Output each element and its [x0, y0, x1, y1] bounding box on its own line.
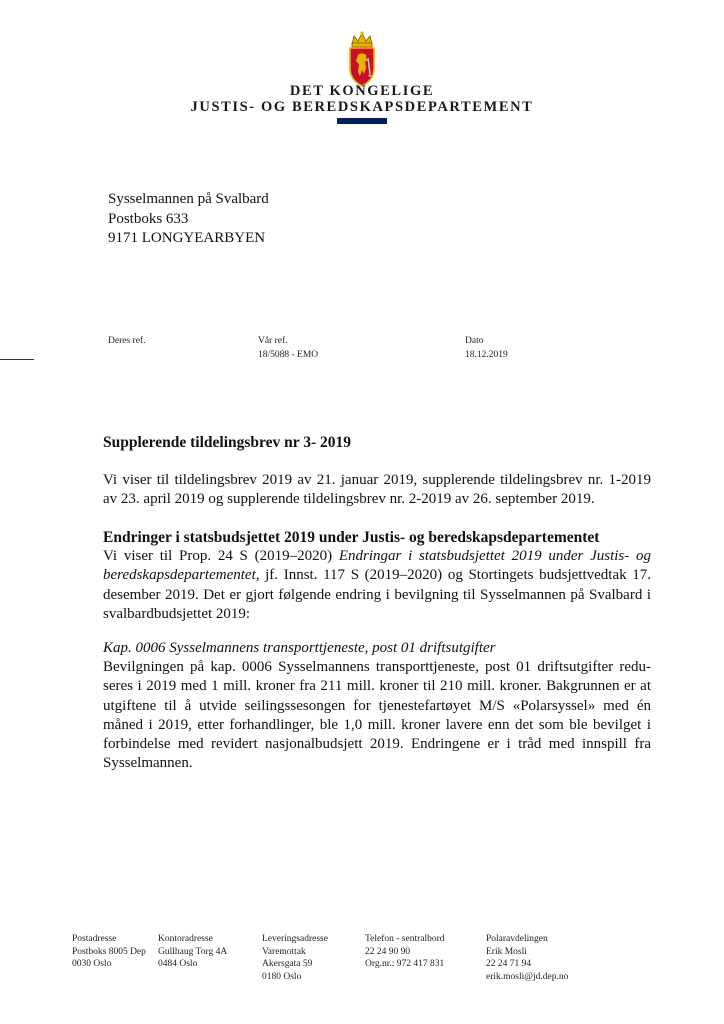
footer-line: Telefon - sentralbord: [365, 934, 445, 944]
footer-line: Akersgata 59: [262, 959, 313, 969]
footer-line: Org.nr.: 972 417 831: [365, 959, 445, 969]
footer-email[interactable]: erik.mosli@jd.dep.no: [486, 971, 569, 982]
kap-heading-text: Kap. 0006 Sysselmannens transporttjeneste, post 01 driftsutgifter: [103, 640, 496, 656]
section-heading: Endringer i statsbudsjettet 2019 under Justis- og beredskapsdepartementet: [103, 529, 600, 546]
kap-heading: [103, 639, 651, 658]
footer-postal: [72, 933, 146, 971]
date-label: Dato: [465, 336, 484, 346]
footer-line: Kontoradresse: [158, 934, 213, 944]
department-name-line2: JUSTIS- OG BEREDSKAPSDEPARTEMENT: [190, 99, 534, 115]
footer-line: 0484 Oslo: [158, 959, 198, 969]
department-name-line1: DET KONGELIGE: [289, 83, 435, 99]
footer-line: 0180 Oslo: [262, 971, 302, 982]
section-paragraph: [103, 547, 651, 624]
footer-polar: [486, 933, 568, 983]
intro-paragraph: Vi viser til tildelingsbrev 2019 av 21. januar 2019, supplerende tildelingsbrev nr. 1-2019 av 23. april 2019 og supplerende tildelingsbrev nr. 2-2019 av 26. september 2019.: [103, 472, 651, 508]
var-ref-label: Vår ref.: [258, 336, 288, 346]
footer-delivery: [262, 933, 328, 983]
header-rule: [337, 118, 387, 124]
letter-subject: Supplerende tildelingsbrev nr 3- 2019: [103, 434, 352, 451]
footer-line: 0030 Oslo: [72, 959, 112, 969]
var-ref-value: 18/5088 - EMO: [258, 350, 319, 360]
recipient-address: [108, 190, 269, 249]
footer-line: Polaravdelingen: [486, 934, 548, 944]
footer-line: Postboks 8005 Dep: [72, 946, 146, 957]
recipient-line: 9171 LONGYEARBYEN: [108, 230, 266, 246]
date-value: 18.12.2019: [465, 350, 508, 360]
footer-line: Leveringsadresse: [262, 934, 328, 944]
footer-line: 22 24 71 94: [486, 959, 532, 969]
recipient-line: Sysselmannen på Svalbard: [108, 191, 269, 207]
section-text-italic: Endringar i statsbudsjettet 2019 under Justis- og beredskapsdepartementet,: [103, 548, 651, 584]
section-text-2: jf. Innst. 117 S (2019–2020) og Stortingets budsjettvedtak 17. desember 2019. Det er gjort følgende endring i bevilgning til Sysselmannen på Svalbard i svalbardbudsjettet 2019:: [103, 567, 651, 622]
recipient-line: Postboks 633: [108, 210, 189, 227]
footer-phone: [365, 933, 445, 971]
footer-line: Gullhaug Torg 4A: [158, 946, 228, 957]
footer-line: 22 24 90 90: [365, 946, 411, 957]
fold-mark: [0, 359, 34, 360]
footer-office: [158, 933, 227, 971]
section-text-1: Vi viser til Prop. 24 S (2019–2020): [103, 548, 339, 564]
footer-line: Postadresse: [72, 934, 117, 944]
deres-ref-label: Deres ref.: [108, 336, 146, 346]
footer-line: Erik Mosli: [486, 946, 527, 957]
kap-paragraph: Bevilgningen på kap. 0006 Sysselmannens transporttjeneste, post 01 driftsutgifter reduseres i 2019 med 1 mill. kroner fra 211 mill. kroner til 210 mill. kroner. Bakgrunnen er at utgiftene til å utvide seilingssesongen for tjenestefartøyet M/S «Polarsyssel» med én måned i 2019, etter forhandlinger, ble 1,0 mill. kroner lavere enn det som ble bevilget i forbindelse med revidert nasjonalbudsjett 2019. Endringene er i tråd med innspill fra Sysselmannen.: [103, 659, 651, 772]
footer-line: Varemottak: [262, 946, 306, 957]
